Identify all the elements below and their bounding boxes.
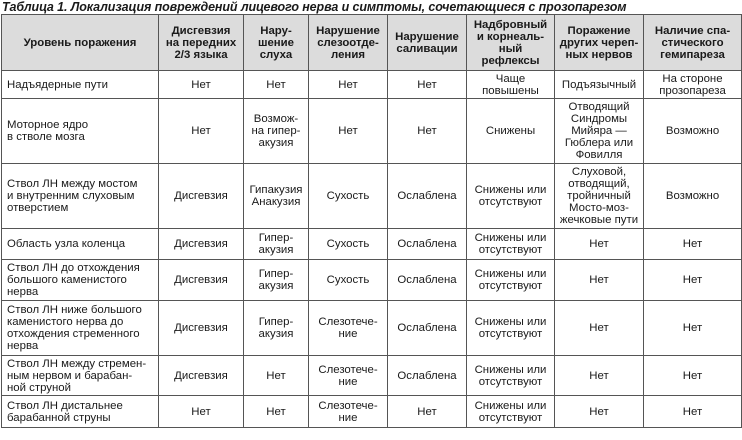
table-row [2,99,742,164]
col-header-reflexes: Надбровный и корнеаль- ный рефлексы [467,15,555,71]
cell-salivation: Нет [388,71,467,99]
table-row [2,71,742,99]
cell-lacrimation: Нет [309,71,388,99]
table-row [2,356,742,396]
cell-cranial-nerves: Отводящий Синдромы Мийяра — Гюблера или Фовилля [555,99,644,164]
col-header-salivation: Нарушение саливации [388,15,467,71]
cell-hemiparesis: На стороне прозопареза [644,71,742,99]
cell-salivation: Нет [388,396,467,428]
cell-reflexes: Снижены или отсутствуют [467,260,555,301]
table-row [2,301,742,356]
cell-hemiparesis: Возможно [644,164,742,229]
lesion-table [1,14,742,428]
cell-hearing: Нет [244,71,309,99]
cell-level: Ствол ЛН между стремен- ным нервом и барабан- ной струной [2,356,159,396]
cell-lacrimation: Сухость [309,229,388,260]
cell-reflexes: Снижены или отсутствуют [467,164,555,229]
cell-level: Ствол ЛН до отхождения большого каменистого нерва [2,260,159,301]
cell-hearing: Гипер- акузия [244,301,309,356]
cell-hearing: Нет [244,396,309,428]
cell-dysgeusia: Дисгевзия [159,301,244,356]
cell-hearing: Возмож- на гипер- акузия [244,99,309,164]
cell-level: Моторное ядро в стволе мозга [2,99,159,164]
cell-reflexes: Снижены или отсутствуют [467,396,555,428]
cell-reflexes: Чаще повышены [467,71,555,99]
cell-hemiparesis: Нет [644,301,742,356]
cell-cranial-nerves: Нет [555,301,644,356]
table-row [2,164,742,229]
cell-lacrimation: Сухость [309,164,388,229]
cell-hemiparesis: Нет [644,229,742,260]
cell-lacrimation: Слезотече- ние [309,301,388,356]
cell-cranial-nerves: Слуховой, отводящий, тройничный Мосто-моз- жечковые пути [555,164,644,229]
cell-hemiparesis: Нет [644,260,742,301]
cell-level: Надъядерные пути [2,71,159,99]
cell-dysgeusia: Дисгевзия [159,260,244,301]
cell-dysgeusia: Дисгевзия [159,356,244,396]
cell-lacrimation: Слезотече- ние [309,356,388,396]
col-header-cranial-nerves: Поражение других череп- ных нервов [555,15,644,71]
cell-level: Ствол ЛН между мостом и внутренним слуховым отверстием [2,164,159,229]
cell-dysgeusia: Дисгевзия [159,164,244,229]
table-row [2,260,742,301]
cell-salivation: Ослаблена [388,229,467,260]
cell-dysgeusia: Нет [159,71,244,99]
cell-cranial-nerves: Нет [555,229,644,260]
cell-cranial-nerves: Подъязычный [555,71,644,99]
cell-hearing: Нет [244,356,309,396]
cell-level: Ствол ЛН ниже большого каменистого нерва до отхождения стременного нерва [2,301,159,356]
cell-lacrimation: Нет [309,99,388,164]
cell-reflexes: Снижены или отсутствуют [467,301,555,356]
cell-lacrimation: Слезотече- ние [309,396,388,428]
table-row [2,229,742,260]
cell-salivation: Ослаблена [388,260,467,301]
cell-hearing: Гипер- акузия [244,229,309,260]
cell-hearing: Гипакузия Анакузия [244,164,309,229]
col-header-dysgeusia: Дисгевзия на передних 2/3 языка [159,15,244,71]
col-header-hemiparesis: Наличие спа- стического гемипареза [644,15,742,71]
cell-reflexes: Снижены или отсутствуют [467,229,555,260]
col-header-level: Уровень поражения [2,15,159,71]
cell-level: Область узла коленца [2,229,159,260]
cell-cranial-nerves: Нет [555,260,644,301]
cell-hearing: Гипер- акузия [244,260,309,301]
cell-hemiparesis: Возможно [644,99,742,164]
cell-salivation: Ослаблена [388,164,467,229]
cell-dysgeusia: Дисгевзия [159,229,244,260]
cell-hemiparesis: Нет [644,396,742,428]
cell-cranial-nerves: Нет [555,396,644,428]
cell-reflexes: Снижены или отсутствуют [467,356,555,396]
cell-dysgeusia: Нет [159,396,244,428]
col-header-lacrimation: Нарушение слезоотде- ления [309,15,388,71]
table-caption: Таблица 1. Локализация повреждений лицевого нерва и симптомы, сочетающиеся с прозопарезом [2,0,627,14]
cell-hemiparesis: Нет [644,356,742,396]
cell-dysgeusia: Нет [159,99,244,164]
col-header-hearing: Нару- шение слуха [244,15,309,71]
cell-level: Ствол ЛН дистальнее барабанной струны [2,396,159,428]
cell-cranial-nerves: Нет [555,356,644,396]
header-row [2,15,742,71]
cell-lacrimation: Сухость [309,260,388,301]
cell-salivation: Ослаблена [388,301,467,356]
cell-reflexes: Снижены [467,99,555,164]
cell-salivation: Ослаблена [388,356,467,396]
cell-salivation: Нет [388,99,467,164]
table-row [2,396,742,428]
